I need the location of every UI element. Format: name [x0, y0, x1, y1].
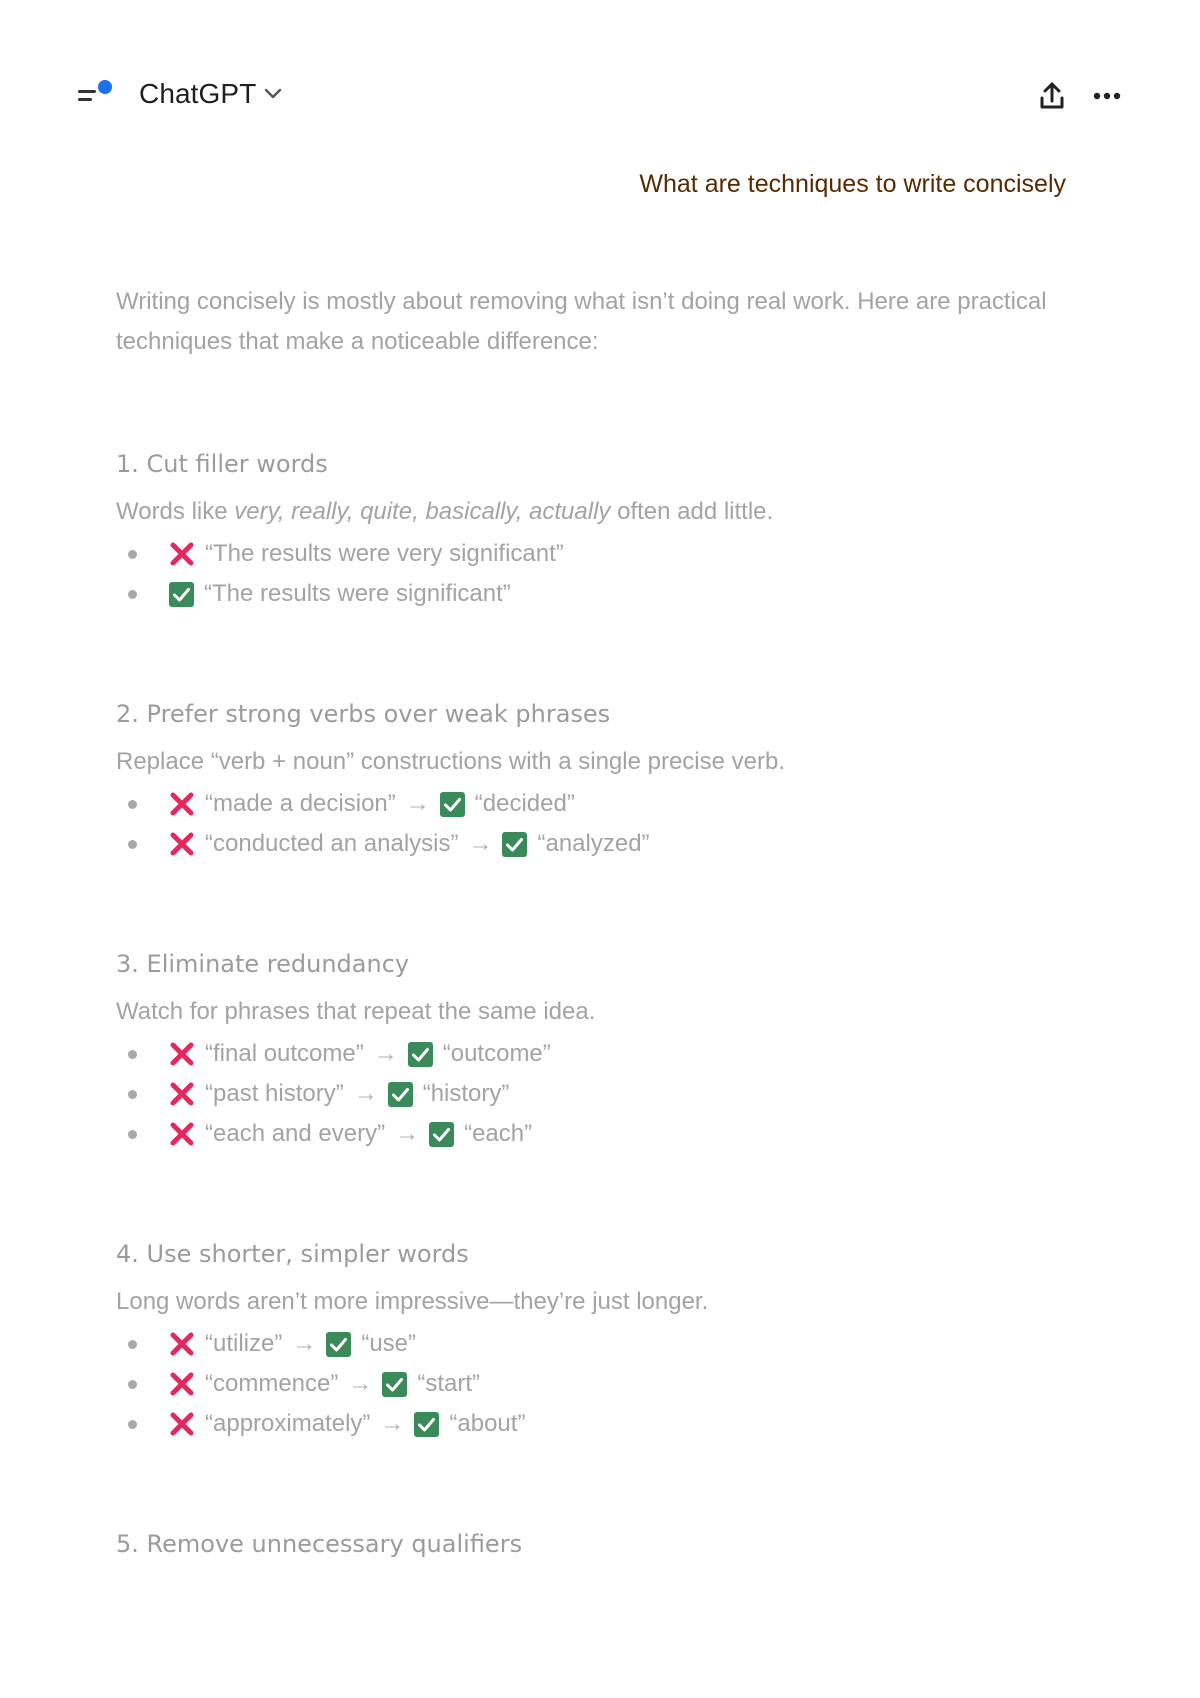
bad-example: “final outcome” [205, 1040, 364, 1067]
sidebar-menu-button[interactable] [78, 80, 118, 108]
good-example: “analyzed” [537, 830, 650, 857]
check-mark-icon [429, 1122, 454, 1147]
list-item [116, 1364, 1086, 1404]
cross-mark-icon [169, 1331, 195, 1357]
bad-example: “utilize” [205, 1330, 283, 1357]
good-example: “history” [422, 1080, 510, 1107]
bullet-dot [128, 1090, 137, 1099]
cross-mark-icon [169, 1371, 195, 1397]
section-description: Words like very, really, quite, basically, actually often add little. [116, 498, 774, 525]
bad-example: “past history” [205, 1080, 344, 1107]
cross-mark-icon [169, 1411, 195, 1437]
arrow: → [405, 790, 430, 817]
bullet-dot [128, 590, 137, 599]
check-mark-icon [169, 582, 194, 607]
bullet-dot [128, 1380, 137, 1389]
example-list [116, 1034, 1086, 1154]
share-icon [1036, 80, 1068, 112]
section-title: 1. Cut filler words [116, 450, 328, 478]
top-bar [0, 0, 1200, 190]
good-example: “use” [361, 1330, 417, 1357]
list-item [116, 1404, 1086, 1444]
bad-example: “each and every” [205, 1120, 386, 1147]
more-options-button[interactable] [1092, 84, 1122, 108]
bullet-dot [128, 800, 137, 809]
bullet-dot [128, 1050, 137, 1059]
share-button[interactable] [1036, 80, 1068, 112]
example-list [116, 534, 1086, 614]
check-mark-icon [502, 832, 527, 857]
bullet-dot [128, 550, 137, 559]
bad-example: “commence” [205, 1370, 339, 1397]
cross-mark-icon [169, 791, 195, 817]
bullet-dot [128, 840, 137, 849]
cross-mark-icon [169, 1081, 195, 1107]
bad-example: “made a decision” [205, 790, 396, 817]
arrow: → [373, 1040, 398, 1067]
good-example: “The results were significant” [204, 580, 511, 607]
intro-paragraph: Writing concisely is mostly about removing what isn’t doing real work. Here are practical techniques that make a noticeable difference: [116, 288, 1047, 355]
section-description: Long words aren’t more impressive—they’re just longer. [116, 1288, 709, 1315]
section-title: 3. Eliminate redundancy [116, 950, 410, 978]
example-list [116, 784, 1086, 864]
check-mark-icon [326, 1332, 351, 1357]
sidebar-menu-icon [78, 80, 118, 108]
notification-dot [98, 80, 112, 94]
app-title: ChatGPT [139, 78, 257, 109]
bullet-dot [128, 1420, 137, 1429]
arrow: → [395, 1120, 420, 1147]
bullet-dot [128, 1340, 137, 1349]
section-description: Watch for phrases that repeat the same idea. [116, 998, 596, 1025]
cross-mark-icon [169, 831, 195, 857]
section-title: 4. Use shorter, simpler words [116, 1240, 469, 1268]
good-example: “decided” [474, 790, 575, 817]
check-mark-icon [388, 1082, 413, 1107]
section-remove-qualifiers [116, 1530, 1086, 1558]
more-icon [1092, 84, 1122, 108]
check-mark-icon [382, 1372, 407, 1397]
example-list [116, 1324, 1086, 1444]
assistant-response [116, 282, 1086, 1558]
good-example: “outcome” [442, 1040, 551, 1067]
arrow: → [353, 1080, 378, 1107]
check-mark-icon [414, 1412, 439, 1437]
section-description: Replace “verb + noun” constructions with a single precise verb. [116, 748, 785, 775]
section-title: 5. Remove unnecessary qualifiers [116, 1530, 523, 1558]
list-item [116, 1324, 1086, 1364]
check-mark-icon [408, 1042, 433, 1067]
list-item [116, 824, 1086, 864]
cross-mark-icon [169, 541, 195, 567]
good-example: “start” [417, 1370, 481, 1397]
chevron-down-icon [264, 88, 282, 100]
list-item [116, 574, 1086, 614]
cross-mark-icon [169, 1041, 195, 1067]
user-message: What are techniques to write concisely [639, 170, 1066, 198]
check-mark-icon [440, 792, 465, 817]
model-selector[interactable] [139, 78, 282, 110]
cross-mark-icon [169, 1121, 195, 1147]
good-example: “each” [464, 1120, 533, 1147]
section-title: 2. Prefer strong verbs over weak phrases [116, 700, 611, 728]
bad-example: “conducted an analysis” [205, 830, 459, 857]
section-strong-verbs [116, 700, 1086, 864]
list-item [116, 784, 1086, 824]
italic-examples: very, really, quite, basically, actually [234, 498, 611, 525]
section-shorter-words [116, 1240, 1086, 1444]
arrow: → [380, 1410, 405, 1437]
arrow: → [468, 830, 493, 857]
section-cut-filler-words [116, 450, 1086, 614]
arrow: → [348, 1370, 373, 1397]
arrow: → [292, 1330, 317, 1357]
list-item [116, 1114, 1086, 1154]
section-eliminate-redundancy [116, 950, 1086, 1154]
bad-example: “The results were very significant” [205, 540, 564, 567]
bullet-dot [128, 1130, 137, 1139]
good-example: “about” [449, 1410, 526, 1437]
list-item [116, 1034, 1086, 1074]
list-item [116, 1074, 1086, 1114]
list-item [116, 534, 1086, 574]
bad-example: “approximately” [205, 1410, 371, 1437]
